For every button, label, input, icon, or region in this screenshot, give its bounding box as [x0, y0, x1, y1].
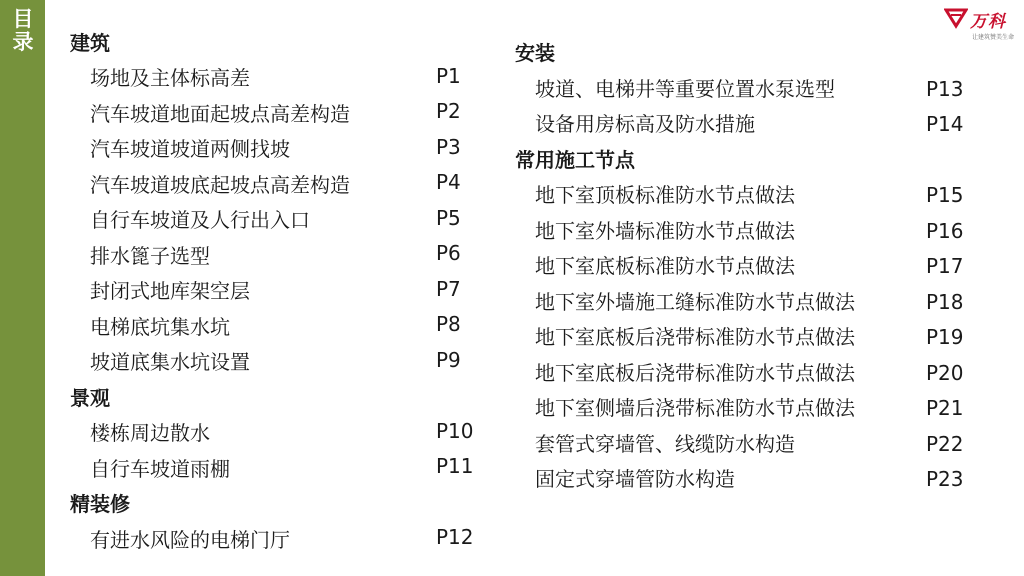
toc-entry-page: P9 — [436, 348, 461, 372]
toc-entry-label[interactable]: 固定式穿墙管防水构造 — [535, 467, 735, 491]
logo-slogan: 让建筑赞美生命 — [971, 34, 1014, 41]
toc-entry-page: P14 — [926, 112, 964, 136]
toc-entry-page: P17 — [926, 254, 964, 278]
section-title-landscape: 景观 — [70, 386, 110, 410]
toc-entry-label[interactable]: 套管式穿墙管、线缆防水构造 — [535, 432, 795, 456]
toc-entry-page: P22 — [926, 432, 964, 456]
toc-entry-label[interactable]: 楼栋周边散水 — [90, 421, 210, 445]
toc-entry-label[interactable]: 自行车坡道及人行出入口 — [90, 208, 310, 232]
toc-entry-label[interactable]: 汽车坡道坡道两侧找坡 — [90, 137, 290, 161]
toc-entry-label[interactable]: 地下室外墙施工缝标准防水节点做法 — [535, 290, 855, 314]
toc-entry-label[interactable]: 坡道、电梯井等重要位置水泵选型 — [535, 77, 835, 101]
toc-entry-page: P3 — [436, 135, 461, 159]
toc-entry-page: P16 — [926, 219, 964, 243]
toc-entry-page: P4 — [436, 170, 461, 194]
section-title-construction-details: 常用施工节点 — [515, 148, 635, 172]
toc-entry-label[interactable]: 电梯底坑集水坑 — [90, 315, 230, 339]
toc-entry-page: P6 — [436, 241, 461, 265]
toc-entry-page: P23 — [926, 467, 964, 491]
section-title-architecture: 建筑 — [70, 31, 110, 55]
toc-entry-page: P10 — [436, 419, 474, 443]
sidebar-title: 目录 — [12, 7, 34, 54]
toc-entry-page: P13 — [926, 77, 964, 101]
toc-entry-label[interactable]: 有进水风险的电梯门厅 — [90, 528, 290, 552]
brand-logo — [944, 5, 1014, 43]
toc-entry-label[interactable]: 汽车坡道坡底起坡点高差构造 — [90, 173, 350, 197]
toc-entry-page: P11 — [436, 454, 474, 478]
toc-entry-label[interactable]: 地下室底板后浇带标准防水节点做法 — [535, 361, 855, 385]
sidebar — [0, 0, 45, 576]
toc-entry-page: P19 — [926, 325, 964, 349]
toc-entry-label[interactable]: 场地及主体标高差 — [90, 66, 250, 90]
toc-entry-page: P5 — [436, 206, 461, 230]
toc-entry-page: P21 — [926, 396, 964, 420]
toc-entry-label[interactable]: 设备用房标高及防水措施 — [535, 112, 755, 136]
toc-entry-label[interactable]: 地下室外墙标准防水节点做法 — [535, 219, 795, 243]
toc-entry-label[interactable]: 地下室顶板标准防水节点做法 — [535, 183, 795, 207]
toc-entry-label[interactable]: 地下室底板标准防水节点做法 — [535, 254, 795, 278]
toc-entry-page: P12 — [436, 525, 474, 549]
logo-name: 万科 — [970, 12, 1006, 32]
logo-mark-icon — [944, 7, 968, 29]
toc-entry-page: P20 — [926, 361, 964, 385]
toc-entry-label[interactable]: 地下室底板后浇带标准防水节点做法 — [535, 325, 855, 349]
toc-entry-label[interactable]: 自行车坡道雨棚 — [90, 457, 230, 481]
toc-entry-page: P2 — [436, 99, 461, 123]
section-title-installation: 安装 — [515, 41, 555, 65]
toc-entry-page: P1 — [436, 64, 461, 88]
toc-entry-page: P8 — [436, 312, 461, 336]
toc-entry-label[interactable]: 封闭式地库架空层 — [90, 279, 250, 303]
toc-entry-label[interactable]: 汽车坡道地面起坡点高差构造 — [90, 102, 350, 126]
toc-entry-label[interactable]: 坡道底集水坑设置 — [90, 350, 250, 374]
toc-entry-label[interactable]: 地下室侧墙后浇带标准防水节点做法 — [535, 396, 855, 420]
section-title-interior: 精装修 — [70, 492, 130, 516]
toc-entry-page: P18 — [926, 290, 964, 314]
toc-entry-page: P7 — [436, 277, 461, 301]
toc-entry-label[interactable]: 排水篦子选型 — [90, 244, 210, 268]
toc-entry-page: P15 — [926, 183, 964, 207]
